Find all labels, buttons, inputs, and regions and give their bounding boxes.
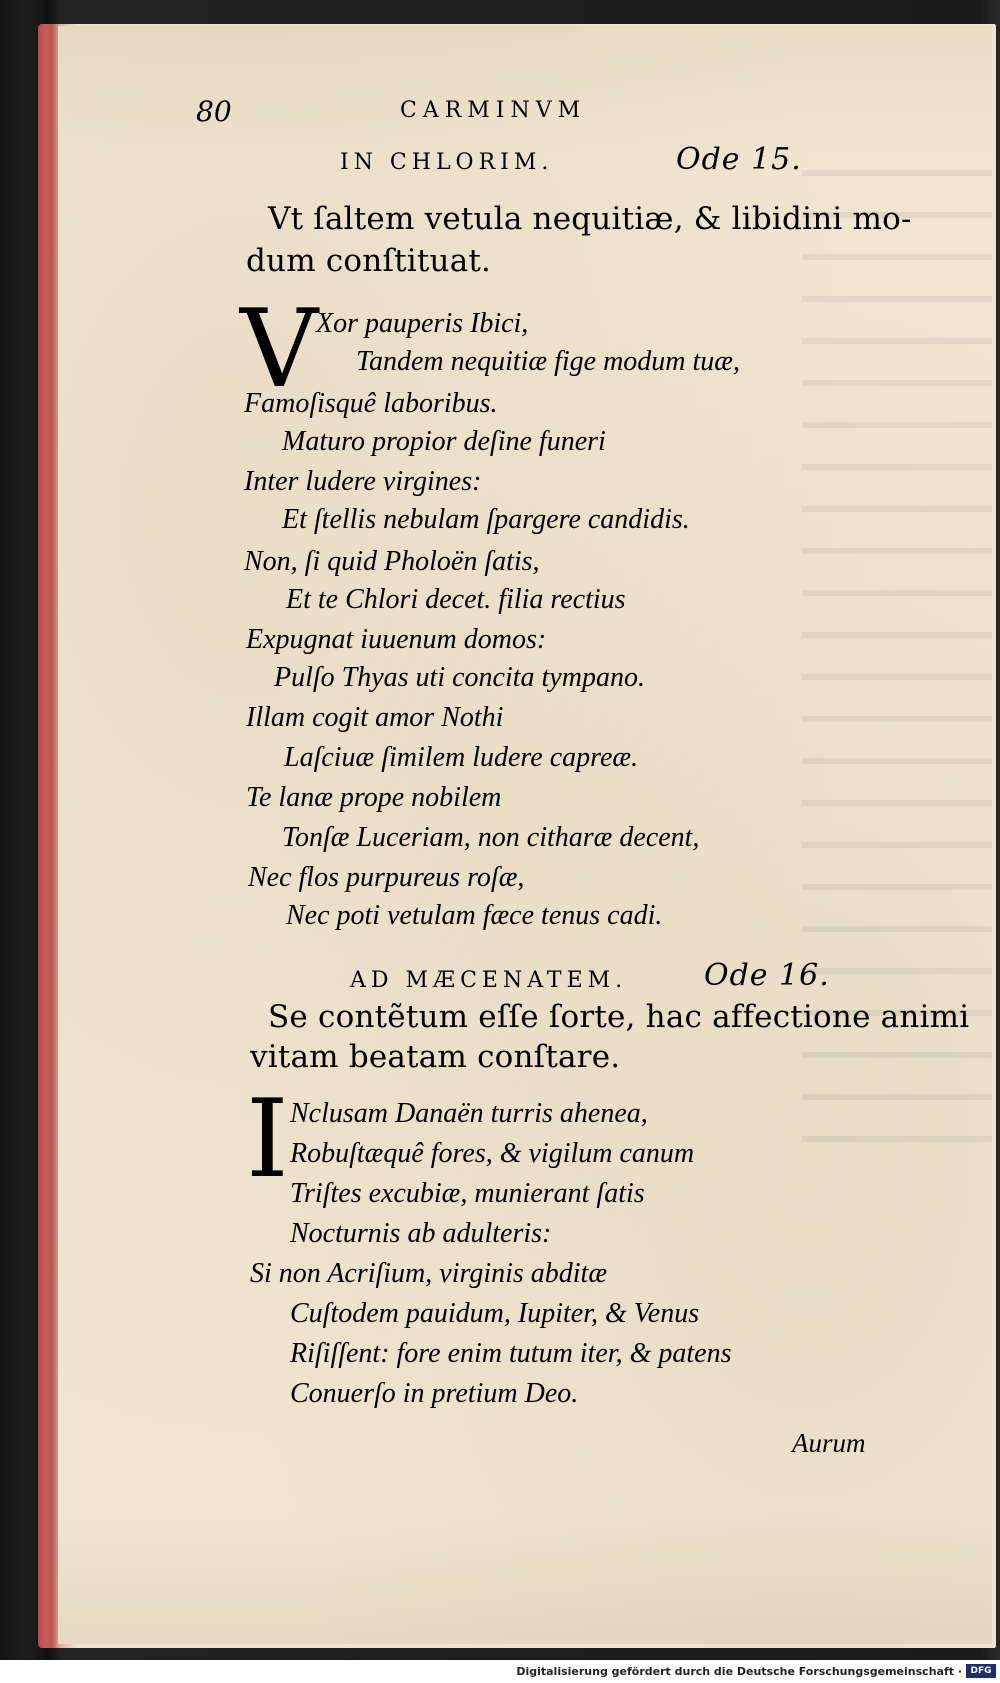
ode15-line-8: Et te Chlori decet. filia rectius	[286, 584, 626, 615]
digitization-footer	[0, 1660, 1000, 1683]
ode15-line-9: Expugnat iuuenum domos:	[246, 624, 547, 655]
ode15-line-12: Laſciuæ ſimilem ludere capreæ.	[284, 742, 639, 773]
ode15-drop-cap: V	[240, 287, 318, 412]
ode16-line-2: Robuſtæquê fores, & vigilum canum	[290, 1138, 695, 1169]
catchword: Aurum	[792, 1428, 866, 1458]
running-title: CARMINVM	[400, 98, 587, 123]
ode16-drop-cap: I	[246, 1077, 289, 1202]
ode16-line-6: Cuſtodem pauidum, Iupiter, & Venus	[290, 1298, 700, 1329]
ode15-argument-line-2: dum conſtituat.	[246, 243, 492, 279]
ode15-line-16: Nec poti vetulam fæce tenus cadi.	[286, 900, 663, 931]
ode15-line-15: Nec flos purpureus roſæ,	[248, 862, 525, 893]
ode15-line-10: Pulſo Thyas uti concita tympano.	[274, 662, 645, 693]
footer-credit: Digitalisierung gefördert durch die Deutsche Forschungsgemeinschaft ·	[516, 1665, 962, 1678]
ode16-line-1: Nclusam Danaën turris ahenea,	[290, 1098, 648, 1129]
ode16-argument-line-1: Se contẽtum eſſe ſorte, hac affectione animi	[268, 999, 970, 1035]
ode15-line-14: Tonſæ Luceriam, non citharæ decent,	[282, 822, 700, 853]
ode15-line-6: Et ſtellis nebulam ſpargere candidis.	[282, 504, 690, 535]
ode15-line-2: Tandem nequitiæ fige modum tuæ,	[356, 346, 740, 377]
ode15-line-11: Illam cogit amor Nothi	[246, 702, 504, 733]
ode15-line-7: Non, ſi quid Pholoën ſatis,	[244, 546, 540, 577]
dfg-logo-icon: DFG	[966, 1664, 996, 1678]
ode16-line-8: Conuerſo in pretium Deo.	[290, 1378, 579, 1409]
ode16-title: AD MÆCENATEM.	[350, 968, 628, 993]
ode16-line-4: Nocturnis ab adulteris:	[290, 1218, 552, 1249]
ode16-number: Ode 16.	[704, 958, 830, 993]
ode15-line-1: Xor pauperis Ibici,	[316, 308, 529, 339]
ode16-line-7: Riſiſſent: fore enim tutum iter, & patens	[290, 1338, 732, 1369]
ode16-line-3: Triſtes excubiæ, munierant ſatis	[290, 1178, 645, 1209]
ode15-argument-line-1: Vt ſaltem vetula nequitiæ, & libidini mo-	[268, 201, 912, 237]
page-number: 80	[196, 95, 232, 128]
ode15-line-5: Inter ludere virgines:	[244, 466, 482, 497]
ode15-line-4: Maturo propior deſine funeri	[282, 426, 606, 457]
ode16-line-5: Si non Acriſium, virginis abditæ	[250, 1258, 608, 1289]
ode15-number: Ode 15.	[676, 142, 802, 177]
ode16-argument-line-2: vitam beatam conſtare.	[250, 1039, 621, 1075]
ode15-line-13: Te lanæ prope nobilem	[246, 782, 502, 813]
ode15-title: IN CHLORIM.	[340, 150, 554, 175]
ode15-line-3: Famoſisquê laboribus.	[244, 388, 498, 419]
